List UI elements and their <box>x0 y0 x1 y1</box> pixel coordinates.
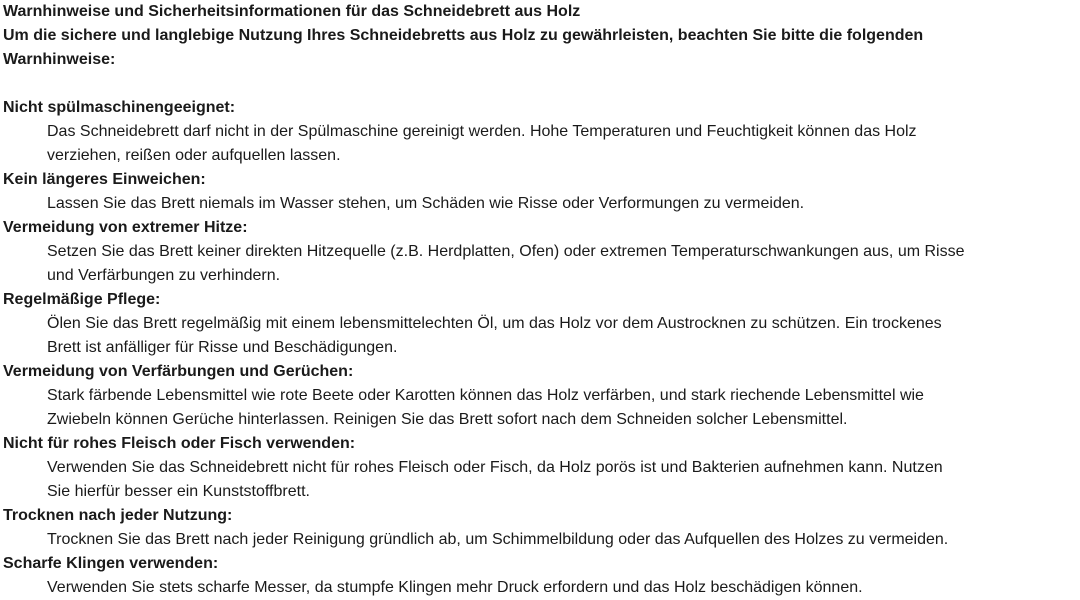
section-text-line: Verwenden Sie das Schneidebrett nicht für rohes Fleisch oder Fisch, da Holz porös ist und Bakterien aufnehmen kann. Nutzen <box>47 459 943 476</box>
section-heat <box>3 216 1079 288</box>
section-text-line: Setzen Sie das Brett keiner direkten Hitzequelle (z.B. Herdplatten, Ofen) oder extremen Temperaturschwankungen aus, um Risse <box>47 243 965 260</box>
section-text-line: Das Schneidebrett darf nicht in der Spülmaschine gereinigt werden. Hohe Temperaturen und Feuchtigkeit können das Holz <box>47 123 917 140</box>
section-raw-meat <box>3 432 1079 504</box>
document <box>3 0 1079 600</box>
section-body <box>3 528 1079 552</box>
section-text-line: und Verfärbungen zu verhindern. <box>47 267 281 284</box>
section-body <box>3 240 1079 288</box>
spacer <box>3 72 1079 96</box>
section-text-line: Verwenden Sie stets scharfe Messer, da stumpfe Klingen mehr Druck erfordern und das Holz beschädigen können. <box>47 579 863 596</box>
section-heading: Kein längeres Einweichen: <box>3 171 206 188</box>
section-text-line: verziehen, reißen oder aufquellen lassen. <box>47 147 341 164</box>
section-soaking <box>3 168 1079 216</box>
section-sharp-blades <box>3 552 1079 600</box>
section-text-line: Zwiebeln können Gerüche hinterlassen. Reinigen Sie das Brett sofort nach dem Schneiden solcher Lebensmittel. <box>47 411 848 428</box>
intro-line-1: Um die sichere und langlebige Nutzung Ihres Schneidebretts aus Holz zu gewährleisten, beachten Sie bitte die folgenden <box>3 27 924 44</box>
section-dishwasher <box>3 96 1079 168</box>
section-heading: Nicht spülmaschinengeeignet: <box>3 99 236 116</box>
section-text-line: Trocknen Sie das Brett nach jeder Reinigung gründlich ab, um Schimmelbildung oder das Aufquellen des Holzes zu vermeiden. <box>47 531 949 548</box>
section-heading: Regelmäßige Pflege: <box>3 291 161 308</box>
section-heading: Vermeidung von Verfärbungen und Gerüchen: <box>3 363 354 380</box>
section-text-line: Brett ist anfälliger für Risse und Beschädigungen. <box>47 339 398 356</box>
section-text-line: Sie hierfür besser ein Kunststoffbrett. <box>47 483 310 500</box>
section-body <box>3 192 1079 216</box>
section-heading: Vermeidung von extremer Hitze: <box>3 219 248 236</box>
intro-line-2: Warnhinweise: <box>3 51 116 68</box>
section-body <box>3 576 1079 600</box>
section-heading: Nicht für rohes Fleisch oder Fisch verwenden: <box>3 435 356 452</box>
section-discoloration <box>3 360 1079 432</box>
section-body <box>3 120 1079 168</box>
section-body <box>3 456 1079 504</box>
section-body <box>3 312 1079 360</box>
section-text-line: Stark färbende Lebensmittel wie rote Beete oder Karotten können das Holz verfärben, und stark riechende Lebensmittel wie <box>47 387 924 404</box>
section-care <box>3 288 1079 360</box>
section-text-line: Ölen Sie das Brett regelmäßig mit einem lebensmittelechten Öl, um das Holz vor dem Austrocknen zu schützen. Ein trockenes <box>47 315 942 332</box>
section-heading: Trocknen nach jeder Nutzung: <box>3 507 233 524</box>
section-text-line: Lassen Sie das Brett niemals im Wasser stehen, um Schäden wie Risse oder Verformungen zu vermeiden. <box>47 195 805 212</box>
section-body <box>3 384 1079 432</box>
document-title: Warnhinweise und Sicherheitsinformationen für das Schneidebrett aus Holz <box>3 3 581 20</box>
section-drying <box>3 504 1079 552</box>
section-heading: Scharfe Klingen verwenden: <box>3 555 219 572</box>
